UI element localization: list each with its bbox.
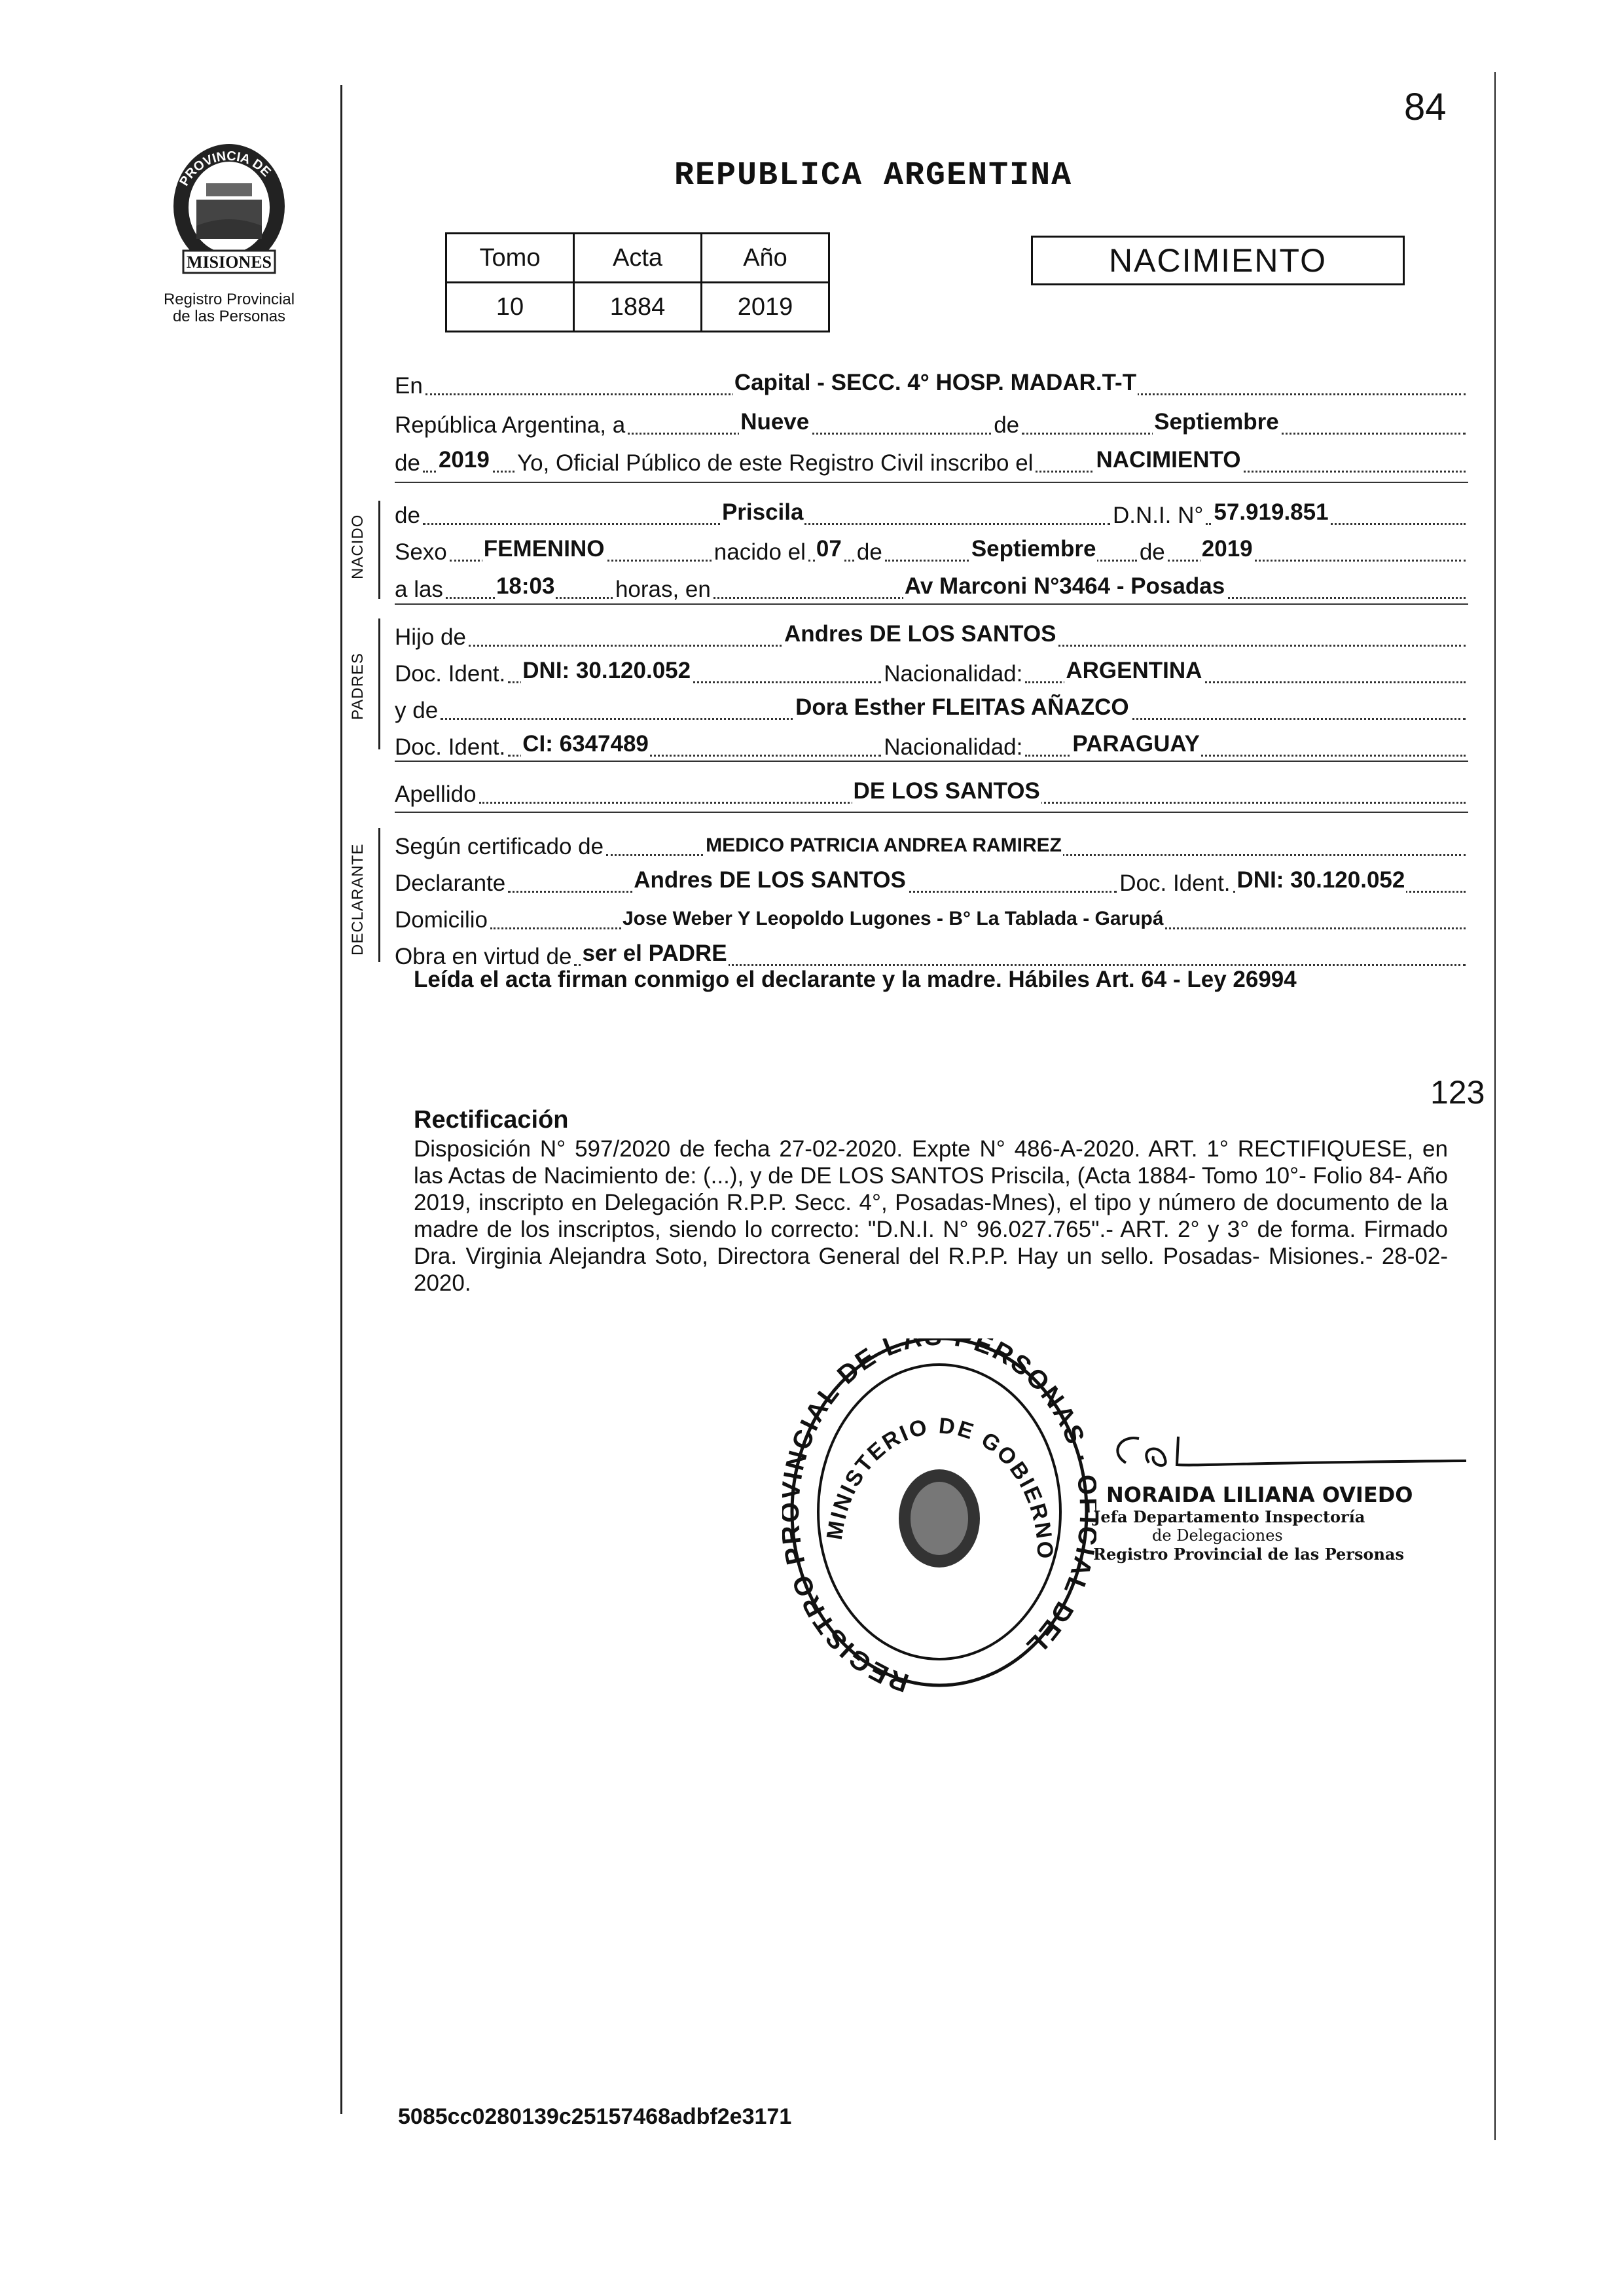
de-year-label: de — [395, 450, 420, 476]
nac1-label: Nacionalidad: — [884, 661, 1023, 687]
left-margin-line — [340, 85, 342, 2114]
nacido-bracket — [378, 501, 380, 599]
en-label: En — [395, 373, 423, 399]
province-seal-icon — [157, 134, 301, 285]
row-declarante — [395, 865, 1468, 897]
nacido-de2-label: de — [1139, 539, 1165, 565]
rectification-body: Disposición N° 597/2020 de fecha 27-02-2020. Expte N° 486-A-2020. ART. 1° RECTIFIQUESE, en las Actas de Nacimiento de: (...), y de DE LOS SANTOS Priscila, (Acta 1884- Tomo 10°- Folio 84- Año 2019, inscripto en Delegación R.P.P. Secc. 4°, Posadas-Mnes), el tipo y número de documento de la madre de los inscriptos, siendo lo correcto: "D.N.I. N° 96.027.765".- ART. 2° y 3° de forma. Firmado Dra. Virginia Alejandra Soto, Directora General del R.P.P. Hay un sello. Posadas- Misiones.- 28-02-2020. — [414, 1136, 1448, 1296]
logo-caption-line2: de las Personas — [172, 308, 286, 325]
yde-label: y de — [395, 698, 439, 723]
signature-block — [1093, 1427, 1466, 1564]
domicilio-value: Jose Weber Y Leopoldo Lugones - B° La Tablada - Garupá — [622, 908, 1164, 929]
nacido-label: nacido el — [713, 539, 806, 565]
side-label-padres: PADRES — [349, 653, 367, 720]
row-apellido — [395, 776, 1468, 808]
doc3-label: Doc. Ident. — [1119, 870, 1231, 896]
madre-value: Dora Esther FLEITAS AÑAZCO — [795, 694, 1129, 720]
svg-text:MISIONES: MISIONES — [186, 253, 272, 272]
row-madre — [395, 692, 1468, 724]
record-type-box: NACIMIENTO — [1031, 236, 1405, 285]
side-label-declarante: DECLARANTE — [349, 843, 367, 956]
record-table-value-row — [446, 283, 829, 332]
doc3-value: DNI: 30.120.052 — [1236, 867, 1405, 893]
record-table-header-row — [446, 234, 829, 283]
padre-value: Andres DE LOS SANTOS — [784, 621, 1056, 647]
alas-label: a las — [395, 577, 443, 602]
side-label-nacido: NACIDO — [349, 514, 367, 579]
nacido-anio-value: 2019 — [1201, 536, 1253, 562]
dni-value: 57.919.851 — [1214, 499, 1329, 525]
row-doc2 — [395, 729, 1468, 761]
signer-title-line1: Jefa Departamento Inspectoría — [1093, 1507, 1365, 1526]
svg-text:REGISTRO PROVINCIAL DE LAS PER: REGISTRO NCIAL DE LA PERSONAS · AL DEL — [782, 1338, 1096, 1698]
row-year — [395, 445, 1468, 476]
record-value-tomo: 10 — [446, 283, 574, 332]
registry-logo — [157, 134, 301, 285]
row-sexo — [395, 534, 1468, 565]
en-value: Capital - SECC. 4° HOSP. MADAR.T-T — [734, 370, 1137, 395]
page-number: 84 — [1404, 86, 1447, 128]
inscribo-value: NACIMIENTO — [1096, 447, 1241, 473]
oficial-label: Yo, Oficial Público de este Registro Civil inscribo el — [516, 450, 1034, 476]
official-stamp — [782, 1338, 1096, 1705]
domicilio-label: Domicilio — [395, 907, 488, 933]
dia-value: Nueve — [740, 409, 810, 435]
nombre-label: de — [395, 503, 420, 528]
republica-label: República Argentina, a — [395, 412, 626, 438]
dni-label: D.N.I. N° — [1112, 503, 1204, 528]
row-nombre — [395, 497, 1468, 529]
row-hijo — [395, 619, 1468, 651]
row-certificado — [395, 829, 1468, 860]
hora-value: 18:03 — [496, 573, 555, 599]
record-table — [445, 232, 830, 332]
obra-value: ser el PADRE — [582, 941, 727, 966]
apellido-value: DE LOS SANTOS — [853, 778, 1040, 804]
lugar-value: Av Marconi N°3464 - Posadas — [904, 573, 1225, 599]
sexo-value: FEMENINO — [483, 536, 605, 562]
row-republica — [395, 407, 1468, 439]
nacido-de1-label: de — [856, 539, 882, 565]
rectification-number: 123 — [1430, 1074, 1485, 1111]
doc2-label: Doc. Ident. — [395, 734, 506, 760]
signer-title-line3: Registro Provincial de las Personas — [1093, 1545, 1404, 1564]
sexo-label: Sexo — [395, 539, 447, 565]
year-value: 2019 — [438, 447, 490, 473]
padres-bracket — [378, 618, 380, 749]
row-domicilio — [395, 902, 1468, 933]
signer-title-line2: de Delegaciones — [1152, 1526, 1283, 1545]
right-margin-line — [1494, 72, 1496, 2140]
certificado-value: MEDICO PATRICIA ANDREA RAMIREZ — [706, 834, 1062, 856]
hijo-label: Hijo de — [395, 624, 466, 650]
record-header-acta: Acta — [574, 234, 702, 283]
de-label: de — [994, 412, 1020, 438]
declarante-label: Declarante — [395, 870, 506, 896]
nac2-label: Nacionalidad: — [884, 734, 1023, 760]
horas-label: horas, en — [615, 577, 711, 602]
record-value-anio: 2019 — [702, 283, 829, 332]
closing-text: Leída el acta firman conmigo el declarante y la madre. Hábiles Art. 64 - Ley 26994 — [414, 967, 1297, 992]
nacido-mes-value: Septiembre — [971, 536, 1096, 562]
svg-text:PROVINCIA DE: PROVINCIA DE — [177, 149, 274, 188]
document-hash: 5085cc0280139c25157468adbf2e3171 — [398, 2104, 792, 2129]
logo-caption-line1: Registro Provincial — [163, 291, 295, 308]
logo-caption — [124, 291, 334, 325]
handwritten-signature-icon — [1100, 1427, 1466, 1479]
mes-value: Septiembre — [1154, 409, 1279, 435]
svg-text:MINISTERIO DE GOBIERNO: MINISTERIO DE GOBIERNO — [821, 1413, 1058, 1561]
declarante-value: Andres DE LOS SANTOS — [634, 867, 906, 893]
nac1-value: ARGENTINA — [1066, 658, 1202, 683]
signer-name: NORAIDA LILIANA OVIEDO — [1106, 1482, 1413, 1507]
row-en — [395, 368, 1468, 399]
row-doc1 — [395, 656, 1468, 687]
declarante-bracket — [378, 828, 380, 962]
document-title: REPUBLICA ARGENTINA — [674, 157, 1073, 194]
apellido-label: Apellido — [395, 781, 477, 807]
ministry-stamp-icon — [782, 1338, 1096, 1705]
record-header-tomo: Tomo — [446, 234, 574, 283]
obra-label: Obra en virtud de — [395, 944, 572, 969]
nombre-value: Priscila — [721, 499, 804, 525]
doc1-label: Doc. Ident. — [395, 661, 506, 687]
certificado-label: Según certificado de — [395, 834, 604, 859]
doc2-value: CI: 6347489 — [522, 731, 649, 757]
doc1-value: DNI: 30.120.052 — [522, 658, 691, 683]
record-header-anio: Año — [702, 234, 829, 283]
nacido-dia-value: 07 — [816, 536, 842, 562]
rectification-title: Rectificación — [414, 1106, 569, 1134]
row-hora — [395, 571, 1468, 603]
record-value-acta: 1884 — [574, 283, 702, 332]
nac2-value: PARAGUAY — [1072, 731, 1200, 757]
